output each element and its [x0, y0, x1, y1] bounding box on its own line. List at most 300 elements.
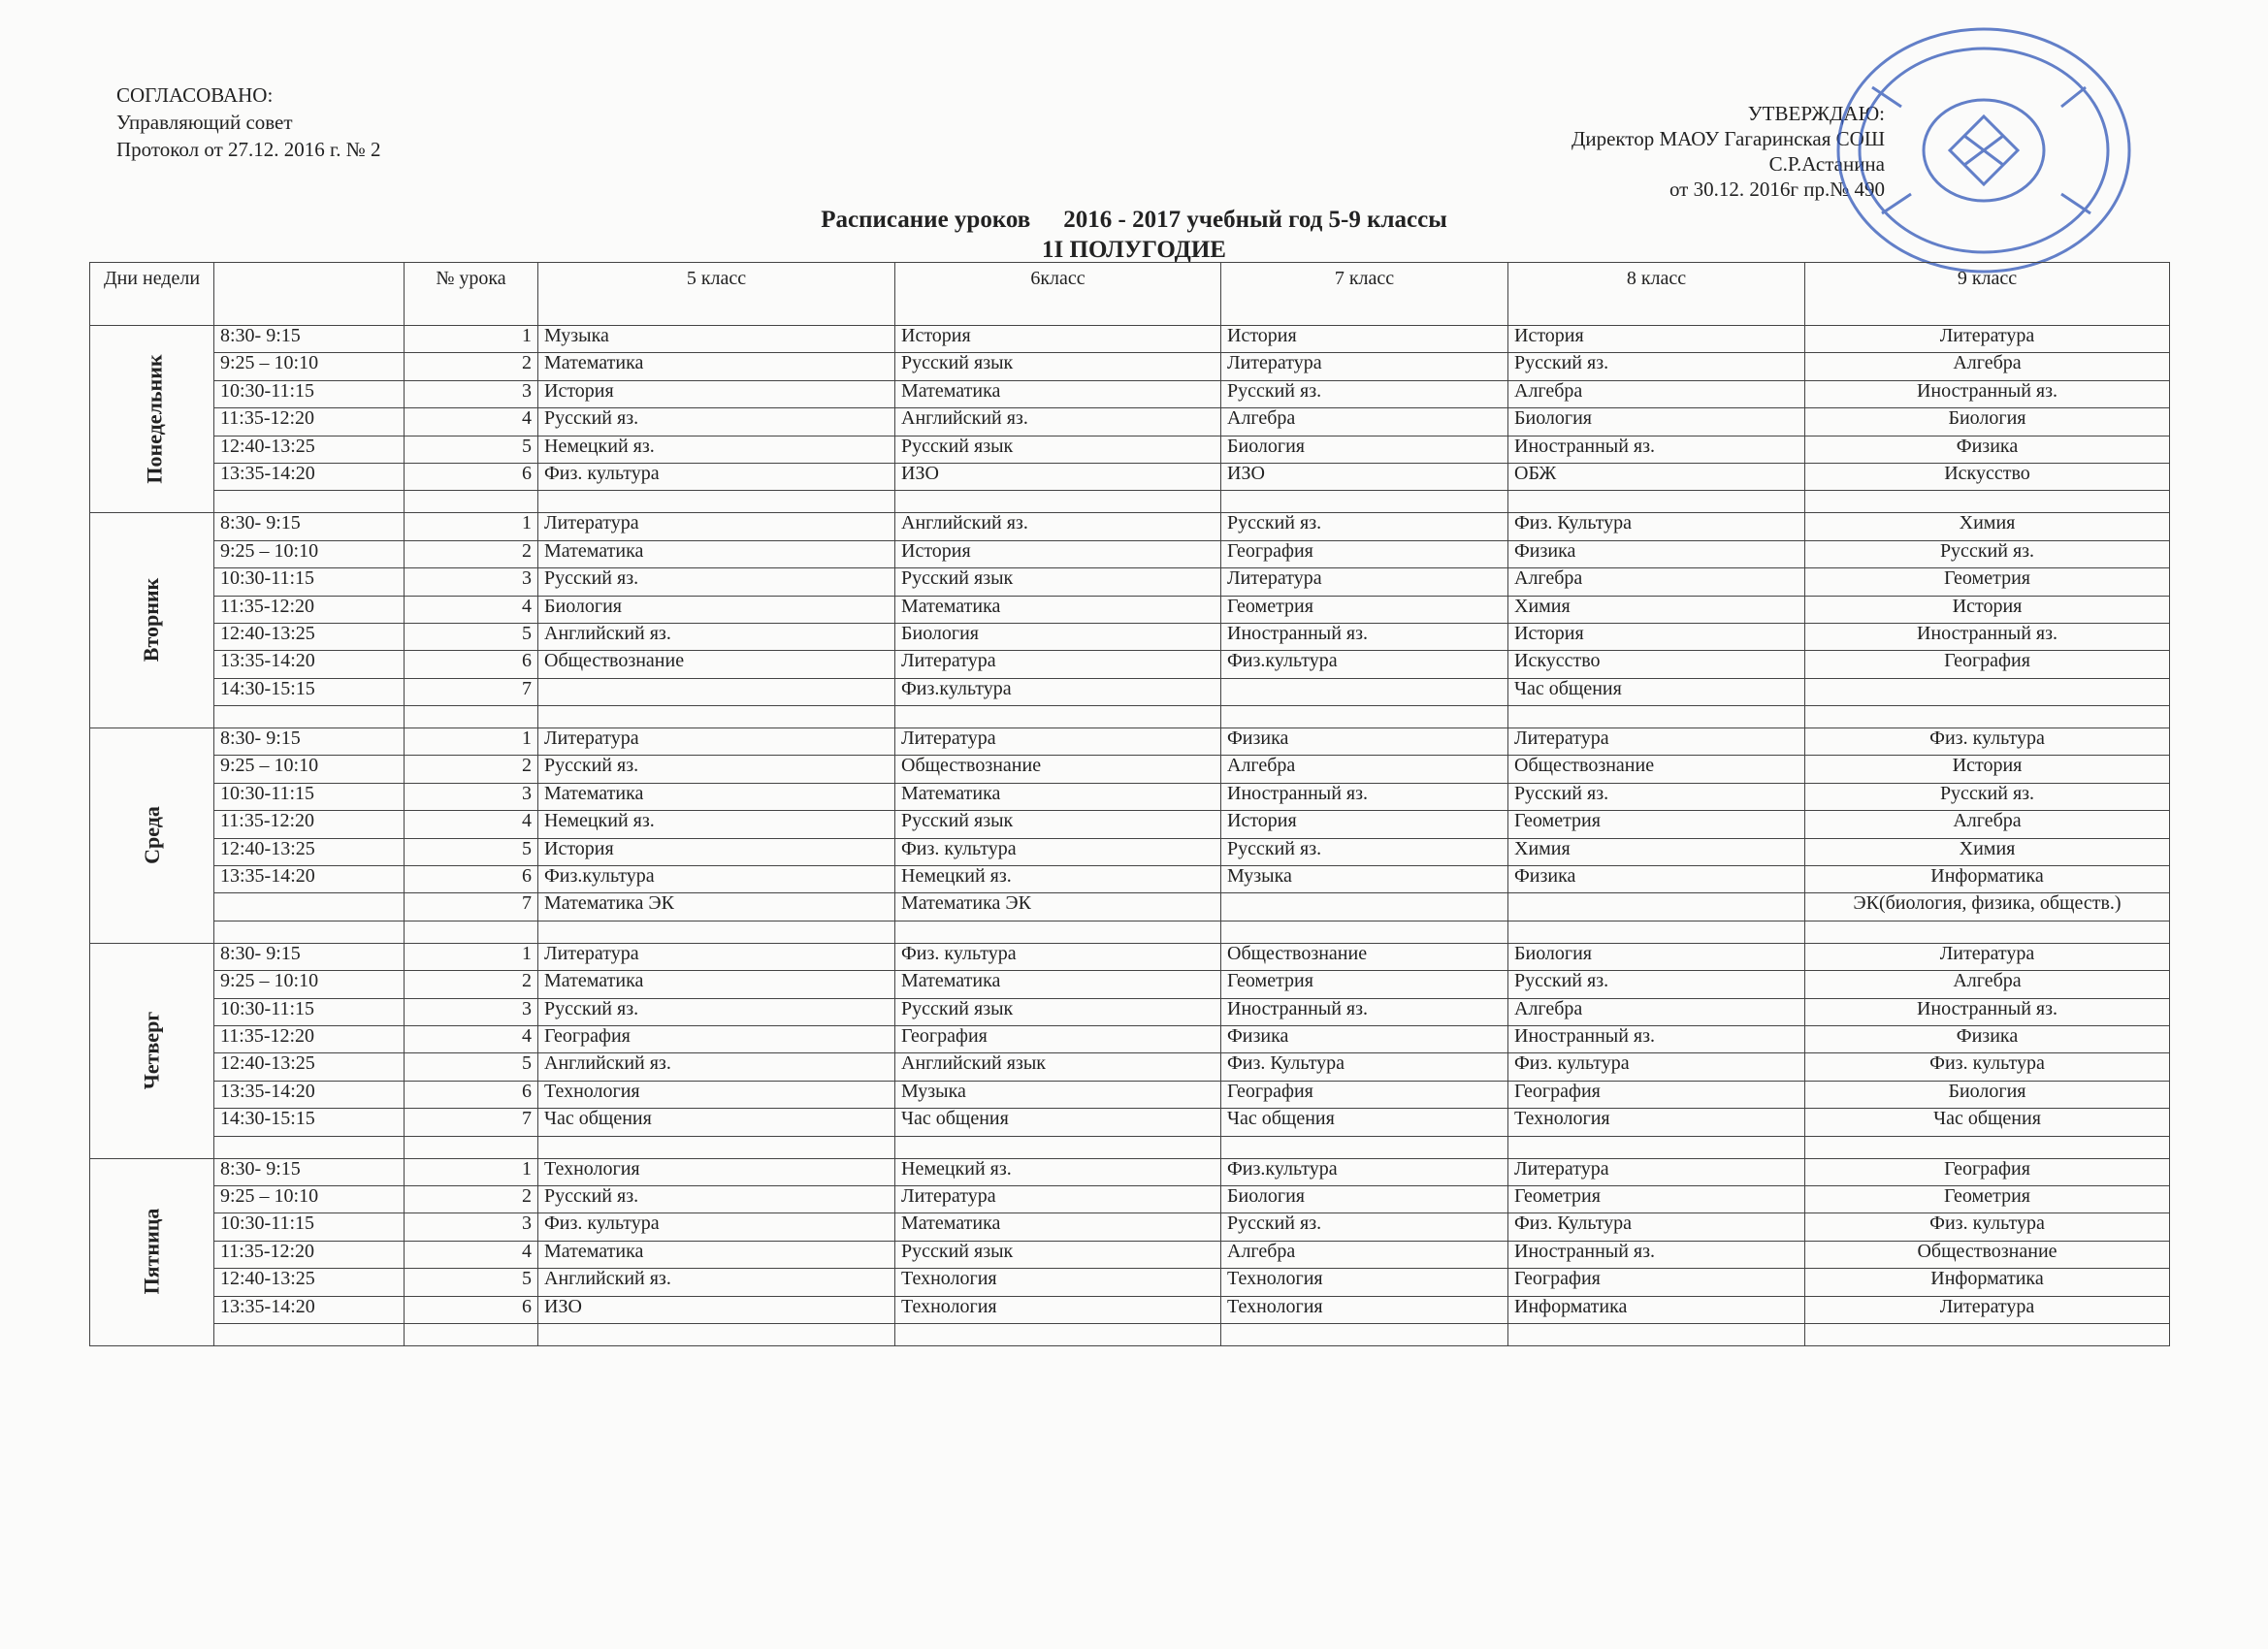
- lesson-time: 10:30-11:15: [214, 380, 405, 407]
- class-8-subject: Технология: [1508, 1109, 1805, 1136]
- class-9-subject: География: [1805, 1158, 2170, 1185]
- lesson-number: 4: [405, 408, 538, 436]
- class-5-subject: Час общения: [538, 1109, 895, 1136]
- header-days: Дни недели: [90, 263, 214, 326]
- class-8-subject: Алгебра: [1508, 380, 1805, 407]
- table-row: [90, 408, 2170, 436]
- class-6-subject: Музыка: [895, 1081, 1221, 1108]
- lesson-number: 6: [405, 463, 538, 490]
- class-6-subject: Обществознание: [895, 756, 1221, 783]
- class-5-subject: Английский яз.: [538, 623, 895, 650]
- lesson-number: 5: [405, 1053, 538, 1081]
- class-7-subject: [1221, 893, 1508, 921]
- schedule-title: [0, 207, 2268, 234]
- class-8-subject: Русский яз.: [1508, 353, 1805, 380]
- approve-name: С.Р.Астанина: [1768, 152, 1885, 176]
- day-cell: [90, 943, 214, 1158]
- class-6-subject: Физ.культура: [895, 678, 1221, 705]
- class-9-subject: Алгебра: [1805, 971, 2170, 998]
- table-row: [90, 893, 2170, 921]
- day-cell: [90, 326, 214, 513]
- lesson-number: 4: [405, 811, 538, 838]
- class-6-subject: Русский язык: [895, 998, 1221, 1025]
- class-8-subject: Физика: [1508, 540, 1805, 567]
- class-7-subject: Час общения: [1221, 1109, 1508, 1136]
- class-7-subject: Биология: [1221, 436, 1508, 463]
- lesson-time: 8:30- 9:15: [214, 728, 405, 756]
- empty-cell: [1508, 1136, 1805, 1158]
- class-5-subject: Физ. культура: [538, 1213, 895, 1241]
- lesson-time: 12:40-13:25: [214, 1269, 405, 1296]
- class-6-subject: Литература: [895, 728, 1221, 756]
- lesson-time: 11:35-12:20: [214, 408, 405, 436]
- class-5-subject: ИЗО: [538, 1296, 895, 1323]
- class-5-subject: Математика ЭК: [538, 893, 895, 921]
- class-7-subject: Русский яз.: [1221, 1213, 1508, 1241]
- lesson-number: 3: [405, 380, 538, 407]
- class-6-subject: Русский язык: [895, 436, 1221, 463]
- day-cell: [90, 1158, 214, 1345]
- class-8-subject: Физика: [1508, 866, 1805, 893]
- class-6-subject: Немецкий яз.: [895, 866, 1221, 893]
- empty-cell: [214, 1136, 405, 1158]
- empty-cell: [405, 1136, 538, 1158]
- empty-cell: [1805, 706, 2170, 728]
- lesson-number: 2: [405, 540, 538, 567]
- class-8-subject: Час общения: [1508, 678, 1805, 705]
- day-label: Понедельник: [142, 354, 167, 484]
- lesson-number: 6: [405, 866, 538, 893]
- header-class-6: 6класс: [895, 263, 1221, 326]
- class-8-subject: Геометрия: [1508, 1185, 1805, 1212]
- empty-cell: [1221, 1323, 1508, 1345]
- class-7-subject: Физ.культура: [1221, 1158, 1508, 1185]
- empty-cell: [538, 1323, 895, 1345]
- day-cell: [90, 513, 214, 728]
- lesson-time: 9:25 – 10:10: [214, 353, 405, 380]
- class-6-subject: Математика ЭК: [895, 893, 1221, 921]
- class-7-subject: Геометрия: [1221, 596, 1508, 623]
- empty-cell: [1508, 706, 1805, 728]
- class-8-subject: История: [1508, 326, 1805, 353]
- class-6-subject: Математика: [895, 380, 1221, 407]
- class-7-subject: Иностранный яз.: [1221, 998, 1508, 1025]
- class-7-subject: Иностранный яз.: [1221, 783, 1508, 810]
- lesson-time: 13:35-14:20: [214, 463, 405, 490]
- class-5-subject: География: [538, 1025, 895, 1052]
- lesson-number: 6: [405, 651, 538, 678]
- class-5-subject: Русский яз.: [538, 1185, 895, 1212]
- lesson-number: 5: [405, 436, 538, 463]
- empty-cell: [538, 491, 895, 513]
- class-9-subject: Русский яз.: [1805, 783, 2170, 810]
- empty-cell: [1221, 1136, 1508, 1158]
- class-8-subject: Физ. культура: [1508, 1053, 1805, 1081]
- class-6-subject: Английский яз.: [895, 513, 1221, 540]
- empty-cell: [1805, 921, 2170, 943]
- lesson-time: 12:40-13:25: [214, 1053, 405, 1081]
- table-row: [90, 540, 2170, 567]
- class-7-subject: Геометрия: [1221, 971, 1508, 998]
- class-6-subject: Час общения: [895, 1109, 1221, 1136]
- table-row: [90, 1213, 2170, 1241]
- table-row: [90, 513, 2170, 540]
- class-6-subject: География: [895, 1025, 1221, 1052]
- lesson-number: 1: [405, 728, 538, 756]
- class-9-subject: Физ. культура: [1805, 1053, 2170, 1081]
- class-6-subject: Английский язык: [895, 1053, 1221, 1081]
- lesson-time: 13:35-14:20: [214, 651, 405, 678]
- class-9-subject: Русский яз.: [1805, 540, 2170, 567]
- class-6-subject: Математика: [895, 596, 1221, 623]
- class-5-subject: Литература: [538, 728, 895, 756]
- class-5-subject: Русский яз.: [538, 408, 895, 436]
- empty-cell: [1805, 491, 2170, 513]
- header-time: [214, 263, 405, 326]
- table-row: [90, 1269, 2170, 1296]
- class-9-subject: Геометрия: [1805, 1185, 2170, 1212]
- separator-row: [90, 706, 2170, 728]
- class-6-subject: Литература: [895, 1185, 1221, 1212]
- lesson-time: 14:30-15:15: [214, 1109, 405, 1136]
- class-6-subject: Русский язык: [895, 811, 1221, 838]
- table-row: [90, 1109, 2170, 1136]
- lesson-time: 11:35-12:20: [214, 811, 405, 838]
- lesson-number: 6: [405, 1296, 538, 1323]
- lesson-number: 5: [405, 1269, 538, 1296]
- lesson-time: 11:35-12:20: [214, 1241, 405, 1268]
- empty-cell: [214, 921, 405, 943]
- class-6-subject: Физ. культура: [895, 943, 1221, 970]
- empty-cell: [538, 706, 895, 728]
- class-9-subject: Химия: [1805, 513, 2170, 540]
- lesson-time: 9:25 – 10:10: [214, 540, 405, 567]
- class-7-subject: Алгебра: [1221, 756, 1508, 783]
- table-row: [90, 1185, 2170, 1212]
- class-5-subject: Английский яз.: [538, 1053, 895, 1081]
- class-8-subject: Химия: [1508, 596, 1805, 623]
- class-8-subject: Литература: [1508, 728, 1805, 756]
- lesson-time: 8:30- 9:15: [214, 1158, 405, 1185]
- lesson-time: 9:25 – 10:10: [214, 756, 405, 783]
- class-5-subject: Обществознание: [538, 651, 895, 678]
- empty-cell: [1508, 1323, 1805, 1345]
- class-7-subject: ИЗО: [1221, 463, 1508, 490]
- class-7-subject: Технология: [1221, 1296, 1508, 1323]
- empty-cell: [405, 921, 538, 943]
- header-class-7: 7 класс: [1221, 263, 1508, 326]
- table-row: [90, 678, 2170, 705]
- lesson-number: 7: [405, 678, 538, 705]
- class-9-subject: История: [1805, 596, 2170, 623]
- class-5-subject: Технология: [538, 1081, 895, 1108]
- class-5-subject: Русский яз.: [538, 998, 895, 1025]
- empty-cell: [214, 491, 405, 513]
- empty-cell: [405, 706, 538, 728]
- empty-cell: [214, 1323, 405, 1345]
- class-9-subject: Иностранный яз.: [1805, 380, 2170, 407]
- class-9-subject: Информатика: [1805, 866, 2170, 893]
- class-6-subject: Технология: [895, 1296, 1221, 1323]
- lesson-number: 3: [405, 1213, 538, 1241]
- class-9-subject: Биология: [1805, 408, 2170, 436]
- table-row: [90, 783, 2170, 810]
- class-9-subject: Физ. культура: [1805, 728, 2170, 756]
- lesson-time: 8:30- 9:15: [214, 326, 405, 353]
- class-6-subject: Математика: [895, 971, 1221, 998]
- class-5-subject: Математика: [538, 971, 895, 998]
- class-9-subject: Физ. культура: [1805, 1213, 2170, 1241]
- class-9-subject: Алгебра: [1805, 353, 2170, 380]
- approve-order: от 30.12. 2016г пр.№ 490: [1669, 178, 1885, 201]
- lesson-number: 5: [405, 623, 538, 650]
- class-8-subject: Химия: [1508, 838, 1805, 865]
- class-9-subject: История: [1805, 756, 2170, 783]
- lesson-time: 10:30-11:15: [214, 998, 405, 1025]
- class-9-subject: Геометрия: [1805, 568, 2170, 596]
- class-8-subject: История: [1508, 623, 1805, 650]
- class-9-subject: Литература: [1805, 326, 2170, 353]
- class-5-subject: Физ. культура: [538, 463, 895, 490]
- class-9-subject: Час общения: [1805, 1109, 2170, 1136]
- class-8-subject: Геометрия: [1508, 811, 1805, 838]
- class-7-subject: Русский яз.: [1221, 838, 1508, 865]
- lesson-number: 2: [405, 971, 538, 998]
- class-7-subject: География: [1221, 540, 1508, 567]
- class-8-subject: Иностранный яз.: [1508, 1241, 1805, 1268]
- table-row: [90, 1081, 2170, 1108]
- class-5-subject: Литература: [538, 513, 895, 540]
- class-5-subject: Немецкий яз.: [538, 811, 895, 838]
- class-5-subject: Математика: [538, 353, 895, 380]
- table-row: [90, 568, 2170, 596]
- class-5-subject: Математика: [538, 540, 895, 567]
- lesson-number: 7: [405, 1109, 538, 1136]
- empty-cell: [405, 491, 538, 513]
- class-8-subject: Обществознание: [1508, 756, 1805, 783]
- table-row: [90, 971, 2170, 998]
- lesson-time: 10:30-11:15: [214, 568, 405, 596]
- class-8-subject: Русский яз.: [1508, 783, 1805, 810]
- lesson-number: 2: [405, 756, 538, 783]
- lesson-number: 3: [405, 998, 538, 1025]
- table-row: [90, 1158, 2170, 1185]
- class-7-subject: История: [1221, 326, 1508, 353]
- title-main: Расписание уроков: [821, 207, 1031, 233]
- lesson-number: 2: [405, 353, 538, 380]
- lesson-number: 6: [405, 1081, 538, 1108]
- table-row: [90, 463, 2170, 490]
- class-8-subject: ОБЖ: [1508, 463, 1805, 490]
- class-8-subject: Иностранный яз.: [1508, 1025, 1805, 1052]
- class-7-subject: География: [1221, 1081, 1508, 1108]
- class-7-subject: Физика: [1221, 1025, 1508, 1052]
- table-row: [90, 811, 2170, 838]
- table-row: [90, 998, 2170, 1025]
- approval-block-council: [116, 81, 381, 163]
- class-5-subject: Русский яз.: [538, 756, 895, 783]
- class-8-subject: Физ. Культура: [1508, 513, 1805, 540]
- empty-cell: [1221, 491, 1508, 513]
- class-9-subject: Информатика: [1805, 1269, 2170, 1296]
- class-5-subject: Немецкий яз.: [538, 436, 895, 463]
- header-class-5: 5 класс: [538, 263, 895, 326]
- table-row: [90, 651, 2170, 678]
- class-9-subject: Химия: [1805, 838, 2170, 865]
- class-8-subject: География: [1508, 1081, 1805, 1108]
- lesson-number: 1: [405, 326, 538, 353]
- table-row: [90, 596, 2170, 623]
- class-7-subject: Физ.культура: [1221, 651, 1508, 678]
- class-6-subject: Математика: [895, 1213, 1221, 1241]
- class-8-subject: Биология: [1508, 943, 1805, 970]
- table-row: [90, 326, 2170, 353]
- semester-title: 1I ПОЛУГОДИЕ: [1042, 237, 1226, 263]
- empty-cell: [895, 1136, 1221, 1158]
- class-6-subject: ИЗО: [895, 463, 1221, 490]
- empty-cell: [405, 1323, 538, 1345]
- class-5-subject: Математика: [538, 1241, 895, 1268]
- separator-row: [90, 921, 2170, 943]
- class-7-subject: Алгебра: [1221, 1241, 1508, 1268]
- class-6-subject: Физ. культура: [895, 838, 1221, 865]
- approval-body: Управляющий совет: [116, 111, 293, 134]
- class-8-subject: Биология: [1508, 408, 1805, 436]
- lesson-time: 12:40-13:25: [214, 436, 405, 463]
- empty-cell: [1508, 921, 1805, 943]
- class-5-subject: Физ.культура: [538, 866, 895, 893]
- class-7-subject: Русский яз.: [1221, 513, 1508, 540]
- lesson-time: 13:35-14:20: [214, 1296, 405, 1323]
- class-7-subject: Алгебра: [1221, 408, 1508, 436]
- class-5-subject: Биология: [538, 596, 895, 623]
- class-8-subject: География: [1508, 1269, 1805, 1296]
- class-7-subject: Физика: [1221, 728, 1508, 756]
- approval-heading: СОГЛАСОВАНО:: [116, 83, 274, 107]
- class-7-subject: История: [1221, 811, 1508, 838]
- table-row: [90, 380, 2170, 407]
- separator-row: [90, 1323, 2170, 1345]
- table-row: [90, 623, 2170, 650]
- empty-cell: [1221, 921, 1508, 943]
- table-row: [90, 943, 2170, 970]
- class-9-subject: Физика: [1805, 1025, 2170, 1052]
- lesson-number: 4: [405, 1241, 538, 1268]
- class-9-subject: Иностранный яз.: [1805, 623, 2170, 650]
- class-7-subject: Физ. Культура: [1221, 1053, 1508, 1081]
- class-6-subject: Математика: [895, 783, 1221, 810]
- lesson-number: 1: [405, 943, 538, 970]
- lesson-number: 4: [405, 1025, 538, 1052]
- class-8-subject: Алгебра: [1508, 568, 1805, 596]
- empty-cell: [214, 706, 405, 728]
- lesson-number: 7: [405, 893, 538, 921]
- lesson-time: [214, 893, 405, 921]
- lesson-time: 13:35-14:20: [214, 1081, 405, 1108]
- class-5-subject: Литература: [538, 943, 895, 970]
- class-9-subject: ЭК(биология, физика, обществ.): [1805, 893, 2170, 921]
- table-row: [90, 353, 2170, 380]
- schedule-table: [89, 262, 2170, 1346]
- lesson-time: 11:35-12:20: [214, 1025, 405, 1052]
- class-5-subject: Музыка: [538, 326, 895, 353]
- lesson-number: 3: [405, 568, 538, 596]
- class-8-subject: Искусство: [1508, 651, 1805, 678]
- class-6-subject: Литература: [895, 651, 1221, 678]
- class-7-subject: Литература: [1221, 568, 1508, 596]
- approve-heading: УТВЕРЖДАЮ:: [1747, 102, 1885, 125]
- header-lesson-number: № урока: [405, 263, 538, 326]
- empty-cell: [1508, 491, 1805, 513]
- class-9-subject: География: [1805, 651, 2170, 678]
- separator-row: [90, 491, 2170, 513]
- header-class-8: 8 класс: [1508, 263, 1805, 326]
- empty-cell: [895, 1323, 1221, 1345]
- lesson-time: 14:30-15:15: [214, 678, 405, 705]
- class-8-subject: Литература: [1508, 1158, 1805, 1185]
- class-9-subject: Обществознание: [1805, 1241, 2170, 1268]
- table-row: [90, 1241, 2170, 1268]
- class-6-subject: Русский язык: [895, 568, 1221, 596]
- table-row: [90, 866, 2170, 893]
- lesson-number: 2: [405, 1185, 538, 1212]
- empty-cell: [538, 1136, 895, 1158]
- lesson-time: 8:30- 9:15: [214, 513, 405, 540]
- class-6-subject: Биология: [895, 623, 1221, 650]
- lesson-time: 8:30- 9:15: [214, 943, 405, 970]
- title-year: 2016 - 2017 учебный год 5-9 классы: [1063, 207, 1447, 233]
- class-5-subject: Математика: [538, 783, 895, 810]
- table-row: [90, 1025, 2170, 1052]
- class-7-subject: [1221, 678, 1508, 705]
- class-8-subject: Информатика: [1508, 1296, 1805, 1323]
- class-7-subject: Русский яз.: [1221, 380, 1508, 407]
- header-class-9: 9 класс: [1805, 263, 2170, 326]
- table-row: [90, 838, 2170, 865]
- day-label: Среда: [139, 806, 164, 864]
- lesson-number: 5: [405, 838, 538, 865]
- lesson-time: 13:35-14:20: [214, 866, 405, 893]
- table-row: [90, 436, 2170, 463]
- class-5-subject: [538, 678, 895, 705]
- class-9-subject: Физика: [1805, 436, 2170, 463]
- lesson-number: 3: [405, 783, 538, 810]
- class-6-subject: Русский язык: [895, 353, 1221, 380]
- day-label: Вторник: [139, 577, 164, 663]
- class-5-subject: История: [538, 380, 895, 407]
- class-6-subject: История: [895, 326, 1221, 353]
- class-5-subject: Русский яз.: [538, 568, 895, 596]
- lesson-time: 9:25 – 10:10: [214, 1185, 405, 1212]
- class-9-subject: Биология: [1805, 1081, 2170, 1108]
- day-label: Пятница: [139, 1208, 164, 1295]
- empty-cell: [1805, 1136, 2170, 1158]
- table-row: [90, 756, 2170, 783]
- lesson-time: 10:30-11:15: [214, 783, 405, 810]
- class-6-subject: Английский яз.: [895, 408, 1221, 436]
- class-6-subject: Технология: [895, 1269, 1221, 1296]
- class-9-subject: Литература: [1805, 1296, 2170, 1323]
- separator-row: [90, 1136, 2170, 1158]
- class-7-subject: Литература: [1221, 353, 1508, 380]
- class-8-subject: [1508, 893, 1805, 921]
- class-7-subject: Технология: [1221, 1269, 1508, 1296]
- class-6-subject: Русский язык: [895, 1241, 1221, 1268]
- lesson-number: 4: [405, 596, 538, 623]
- class-8-subject: Иностранный яз.: [1508, 436, 1805, 463]
- lesson-time: 12:40-13:25: [214, 623, 405, 650]
- empty-cell: [1221, 706, 1508, 728]
